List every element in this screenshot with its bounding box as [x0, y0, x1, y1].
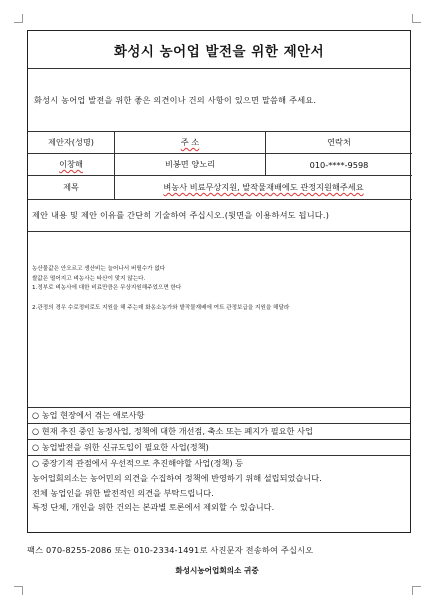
value-contact-text: 010-****-9598	[309, 159, 369, 170]
notes	[32, 471, 406, 515]
value-contact[interactable]	[266, 154, 412, 176]
note-line: 전체 농업인을 위한 발전적인 의견을 부탁드립니다.	[32, 487, 214, 498]
title-row	[28, 31, 410, 69]
topic-list	[28, 407, 410, 471]
list-item: ○ 농업 현장에서 겪는 애로사항	[28, 407, 410, 423]
proposal-form	[27, 30, 411, 533]
subject-value: 벼농사 비료무상지원, 발작물재배에도 관정지원해주세요	[163, 182, 364, 192]
note-line: 농어업회의소는 농어민의 의견을 수집하여 정책에 반영하기 위해 설립되었습니다.	[32, 473, 322, 483]
crop-mark-top-right	[412, 14, 421, 23]
header-contact	[266, 132, 412, 154]
content-line: 2.관정의 경우 수로정비로도 지원을 해 주는데 화옹소농가와 밭작물재배에 여트 관정보급을 지원을 해달라	[32, 304, 290, 311]
list-item: ○ 농업발전을 위한 신규도입이 필요한 사업(정책)	[28, 439, 410, 455]
content-line: 쌀값은 떨어지고 벼농사는 타산이 맞지 않는다.	[32, 275, 146, 282]
header-contact-label: 연락처	[327, 137, 351, 147]
crop-mark-bottom-right	[412, 586, 421, 595]
value-proposer-text: 이창해	[59, 159, 83, 169]
crop-mark-top-left	[14, 14, 23, 23]
header-address-label: 주 소	[180, 137, 200, 147]
list-item: ○ 중장기적 관점에서 우선적으로 추진해야할 사업(정책) 등	[28, 455, 410, 471]
value-address-text: 비봉면 양노리	[164, 159, 216, 169]
footer-contact-line: 팩스 070-8255-2086 또는 010-2334-1491로 사진문자 전송하여 주십시오	[27, 545, 314, 555]
content-line: 1.정부로 벼농사에 대한 비료만큼은 무상지원해주었으면 한다	[32, 285, 182, 292]
subject-label-cell	[28, 176, 115, 200]
header-proposer	[28, 132, 115, 154]
instruction-row	[28, 200, 410, 232]
list-item: ○ 현재 추진 중인 농정사업, 정책에 대한 개선점, 축소 또는 폐지가 필요한 사업	[28, 423, 410, 439]
subject-label: 제목	[63, 182, 79, 192]
proposer-info-table	[28, 132, 410, 200]
intro-text: 화성시 농어업 발전을 위한 좋은 의견이나 건의 사항이 있으면 말씀해 주세요.	[34, 94, 317, 105]
subject-value-cell[interactable]	[115, 176, 412, 200]
header-address	[115, 132, 266, 154]
header-proposer-label: 제안자(성명)	[48, 137, 94, 147]
crop-mark-bottom-left	[14, 586, 23, 595]
content-line: 농산물값은 안오르고 생산비는 늘어나서 버릴수가 없다	[32, 266, 166, 272]
note-line: 특정 단체, 개인을 위한 건의는 본과별 토론에서 제외할 수 있습니다.	[32, 502, 275, 512]
footer-signature: 화성시농어업회의소 귀중	[175, 566, 259, 575]
instruction-text: 제안 내용 및 제안 이유를 간단히 기술하여 주십시오.(뒷면을 이용하셔도 됩니다.)	[32, 210, 330, 220]
form-title: 화성시 농어업 발전을 위한 제안서	[113, 43, 325, 60]
value-address[interactable]	[115, 154, 266, 176]
value-proposer[interactable]	[28, 154, 115, 176]
content-spacer	[32, 294, 406, 304]
proposal-content[interactable]	[32, 265, 406, 313]
intro-row	[28, 69, 410, 132]
